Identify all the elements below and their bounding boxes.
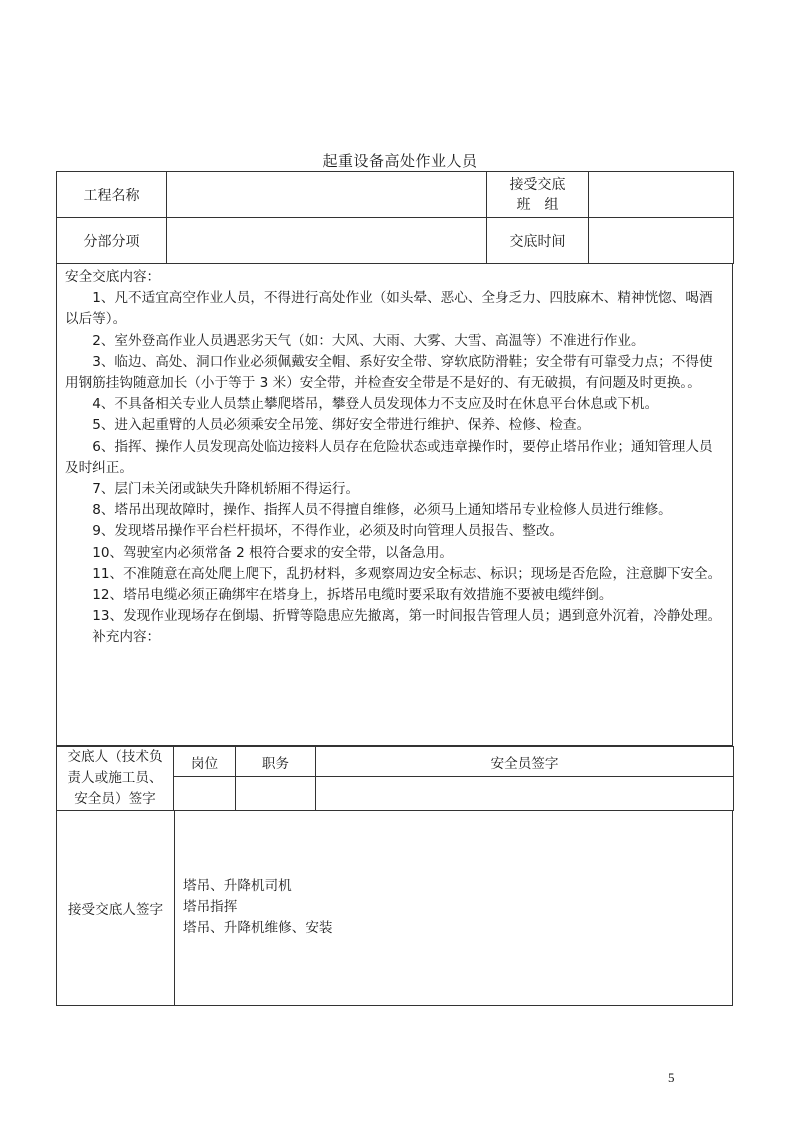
discloser-label: 交底人（技术负 责人或施工员、 安全员）签字 [57,747,174,811]
role-item: 塔吊、升降机司机 [183,878,292,894]
list-item: 9、发现塔吊操作平台栏杆损坏，不得作业，必须及时向管理人员报告、整改。 [92,523,564,540]
section-value [167,218,487,264]
safety-officer-label: 安全员签字 [316,747,734,777]
receiver-sign-section [56,810,733,1006]
list-item: 2、室外登高作业人员遇恶劣天气（如：大风、大雨、大雾、大雪、高温等）不准进行作业。 [92,332,645,349]
supplement-label: 补充内容： [92,629,161,646]
post-label: 岗位 [174,747,236,777]
page-number: 5 [668,1070,675,1085]
duty-value [236,777,316,811]
project-name-label: 工程名称 [57,172,167,218]
discloser-sign-table [56,746,734,811]
list-item: 6、指挥、操作人员发现高处临边接料人员存在危险状态或违章操作时，要停止塔吊作业；通知管理人员及时纠正。 [65,438,713,476]
receive-team-value [589,172,734,218]
receive-team-label: 接受交底 班 组 [487,172,589,218]
safety-officer-signature [316,777,734,811]
section-label: 分部分项 [57,218,167,264]
receiver-roles [175,810,333,1005]
list-item: 12、塔吊电缆必须正确绑牢在塔身上，拆塔吊电缆时要采取有效措施不要被电缆绊倒。 [92,587,613,604]
list-item: 13、发现作业现场存在倒塌、折臂等隐患应先撤离，第一时间报告管理人员；遇到意外沉着，冷静处理。 [92,608,722,625]
disclosure-time-value [589,218,734,264]
project-name-value [167,172,487,218]
list-item: 4、不具备相关专业人员禁止攀爬塔吊，攀登人员发现体力不支应及时在休息平台休息或下机。 [92,396,659,413]
list-item: 5、进入起重臂的人员必须乘安全吊笼、绑好安全带进行维护、保养、检修、检查。 [92,417,591,434]
disclosure-time-label: 交底时间 [487,218,589,264]
list-item: 3、临边、高处、洞口作业必须佩戴安全帽、系好安全带、穿软底防滑鞋；安全带有可靠受力点；不得使用钢筋挂钩随意加长（小于等于 3 米）安全带，并检查安全带是不是好的、有无破损，有问题及时更换。。 [65,353,713,392]
document-title: 起重设备高处作业人员 [322,152,478,170]
safety-content [56,263,733,746]
list-item: 8、塔吊出现故障时，操作、指挥人员不得擅自维修，必须马上通知塔吊专业检修人员进行维修。 [92,502,672,519]
content-heading: 安全交底内容： [65,269,161,285]
role-item: 塔吊、升降机维修、安装 [183,920,333,936]
list-item: 1、凡不适宜高空作业人员，不得进行高处作业（如头晕、恶心、全身乏力、四肢麻木、精神恍惚、喝酒以后等）。 [65,290,713,328]
header-table [56,171,734,264]
receiver-sign-label: 接受交底人签字 [57,810,175,1005]
duty-label: 职务 [236,747,316,777]
list-item: 10、驾驶室内必须常备 2 根符合要求的安全带，以备急用。 [92,544,454,561]
post-value [174,777,236,811]
role-item: 塔吊指挥 [183,899,238,915]
list-item: 11、不准随意在高处爬上爬下，乱扔材料，多观察周边安全标志、标识；现场是否危险，注意脚下安全。 [92,565,722,582]
list-item: 7、层门未关闭或缺失升降机轿厢不得运行。 [92,481,360,498]
